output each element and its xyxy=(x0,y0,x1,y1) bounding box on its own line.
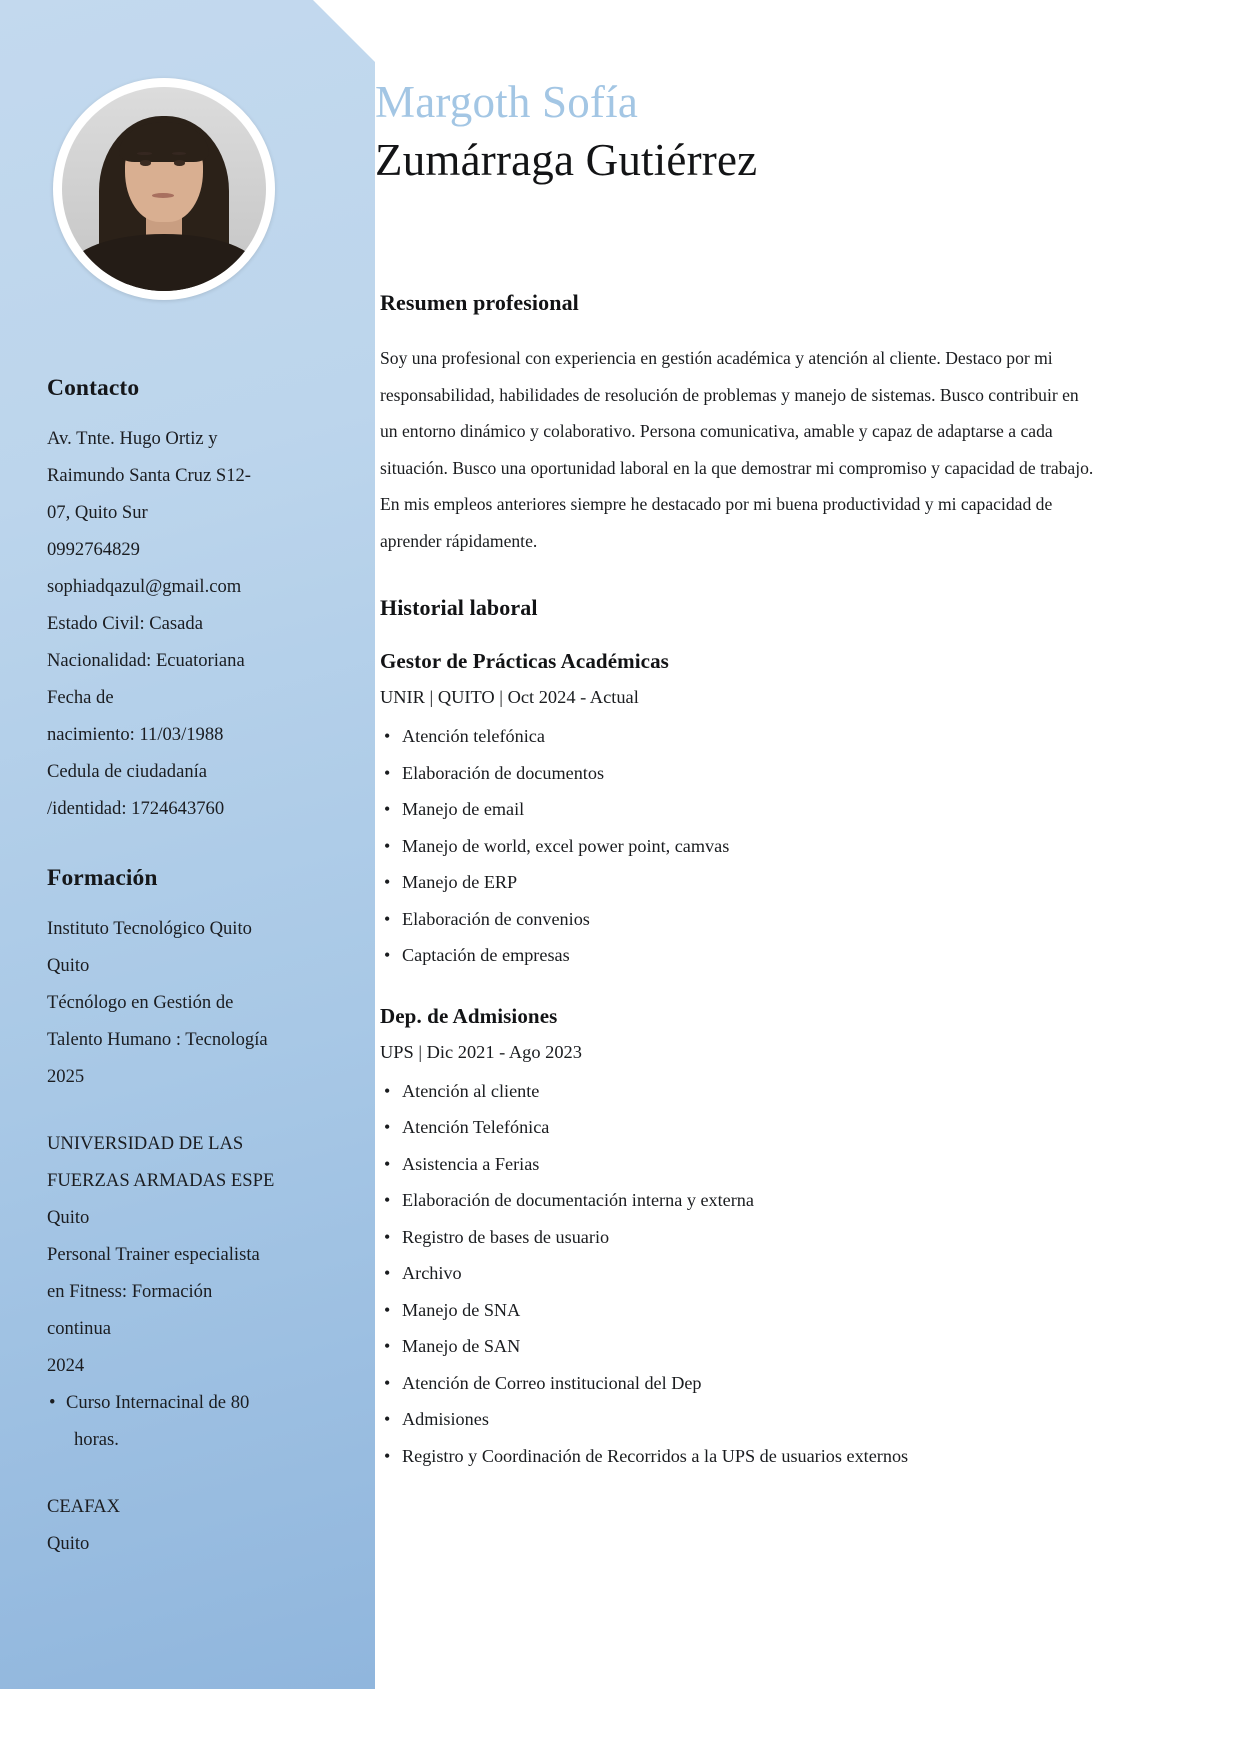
list-item: • Registro y Coordinación de Recorridos a la UPS de usuarios externos xyxy=(380,1438,1100,1475)
experience-section xyxy=(380,595,1100,1474)
education-degree-cont: Talento Humano : Tecnología xyxy=(47,1029,268,1050)
education-degree: Técnólogo en Gestión de xyxy=(47,992,234,1013)
job-title: Gestor de Prácticas Académicas xyxy=(380,649,669,673)
list-item: • Manejo de ERP xyxy=(380,864,1100,901)
list-item: • Atención al cliente xyxy=(380,1073,1100,1110)
list-item: • Elaboración de documentos xyxy=(380,755,1100,792)
list-item: • Atención Telefónica xyxy=(380,1109,1100,1146)
contact-details xyxy=(47,420,347,827)
contact-id-label: Cedula de ciudadanía xyxy=(47,761,208,782)
summary-heading: Resumen profesional xyxy=(380,290,579,315)
decorative-ribbon xyxy=(375,205,1240,253)
education-institution-cont: FUERZAS ARMADAS ESPE xyxy=(47,1170,275,1191)
job-meta: UNIR | QUITO | Oct 2024 - Actual xyxy=(380,687,639,707)
education-bullet xyxy=(47,1384,347,1458)
education-entry xyxy=(47,1488,347,1562)
main-content xyxy=(375,0,1240,1754)
list-item: • Elaboración de convenios xyxy=(380,901,1100,938)
sidebar-corner-notch xyxy=(313,0,375,62)
list-item: • Atención de Correo institucional del Dep xyxy=(380,1365,1100,1402)
contact-nationality: Nacionalidad: Ecuatoriana xyxy=(47,650,245,671)
contact-heading: Contacto xyxy=(47,375,140,401)
list-item: • Archivo xyxy=(380,1255,1100,1292)
portrait-photo xyxy=(62,87,266,291)
list-item: • Registro de bases de usuario xyxy=(380,1219,1100,1256)
job-responsibilities xyxy=(380,718,1100,974)
education-bullet-text: Curso Internacinal de 80 xyxy=(66,1392,250,1413)
education-degree: Personal Trainer especialista xyxy=(47,1244,260,1265)
education-degree-cont: en Fitness: Formación xyxy=(47,1281,213,1302)
experience-heading: Historial laboral xyxy=(380,595,538,620)
education-bullet-text-cont: horas. xyxy=(74,1429,119,1450)
education-institution: Instituto Tecnológico Quito xyxy=(47,918,252,939)
list-item: • Atención telefónica xyxy=(380,718,1100,755)
summary-text: Soy una profesional con experiencia en gestión académica y atención al cliente. Destaco por mi responsabilidad, habilidades de resolución de problemas y manejo de sistemas. Busco contribuir en un entorno dinámico y colaborativo. Persona comunicativa, amable y capaz de adaptarse a cada situación. Busco una oportunidad laboral en la que demostrar mi compromiso y capacidad de trabajo. En mis empleos anteriores siempre he destacado por mi buena productividad y mi capacidad de aprender rápidamente. xyxy=(380,348,1094,551)
education-institution: CEAFAX xyxy=(47,1496,121,1517)
list-item: • Manejo de SNA xyxy=(380,1292,1100,1329)
last-name: Zumárraga Gutiérrez xyxy=(375,135,758,185)
contact-line: 07, Quito Sur xyxy=(47,502,148,523)
education-entry xyxy=(47,1125,347,1458)
education-city: Quito xyxy=(47,1533,90,1554)
education-degree-cont: continua xyxy=(47,1318,112,1339)
list-item: • Manejo de world, excel power point, camvas xyxy=(380,828,1100,865)
education-city: Quito xyxy=(47,955,90,976)
list-item: • Admisiones xyxy=(380,1401,1100,1438)
contact-marital-status: Estado Civil: Casada xyxy=(47,613,203,634)
first-name: Margoth Sofía xyxy=(375,77,638,127)
experience-item xyxy=(380,1004,1100,1475)
education-entry xyxy=(47,910,347,1095)
list-item: • Manejo de SAN xyxy=(380,1328,1100,1365)
avatar xyxy=(53,78,275,300)
contact-phone[interactable]: 0992764829 xyxy=(47,539,140,560)
experience-item xyxy=(380,649,1100,974)
job-responsibilities xyxy=(380,1073,1100,1475)
job-title: Dep. de Admisiones xyxy=(380,1003,558,1028)
list-item: • Asistencia a Ferias xyxy=(380,1146,1100,1183)
summary-section xyxy=(380,290,1100,559)
education-city: Quito xyxy=(47,1207,90,1228)
contact-email[interactable]: sophiadqazul@gmail.com xyxy=(47,576,242,597)
education-year: 2024 xyxy=(47,1355,85,1376)
list-item: • Captación de empresas xyxy=(380,937,1100,974)
contact-line: Av. Tnte. Hugo Ortiz y xyxy=(47,428,218,449)
contact-birthdate-label: Fecha de xyxy=(47,687,114,708)
list-item: • Manejo de email xyxy=(380,791,1100,828)
education-year: 2025 xyxy=(47,1066,85,1087)
list-item: • Elaboración de documentación interna y externa xyxy=(380,1182,1100,1219)
contact-line: Raimundo Santa Cruz S12- xyxy=(47,465,251,486)
education-heading: Formación xyxy=(47,865,158,891)
education-institution: UNIVERSIDAD DE LAS xyxy=(47,1133,244,1154)
page-title xyxy=(375,75,1135,189)
sidebar xyxy=(0,0,375,1689)
contact-birthdate-value: nacimiento: 11/03/1988 xyxy=(47,724,224,745)
job-meta: UPS | Dic 2021 - Ago 2023 xyxy=(380,1041,582,1062)
contact-id-value: /identidad: 1724643760 xyxy=(47,798,225,819)
